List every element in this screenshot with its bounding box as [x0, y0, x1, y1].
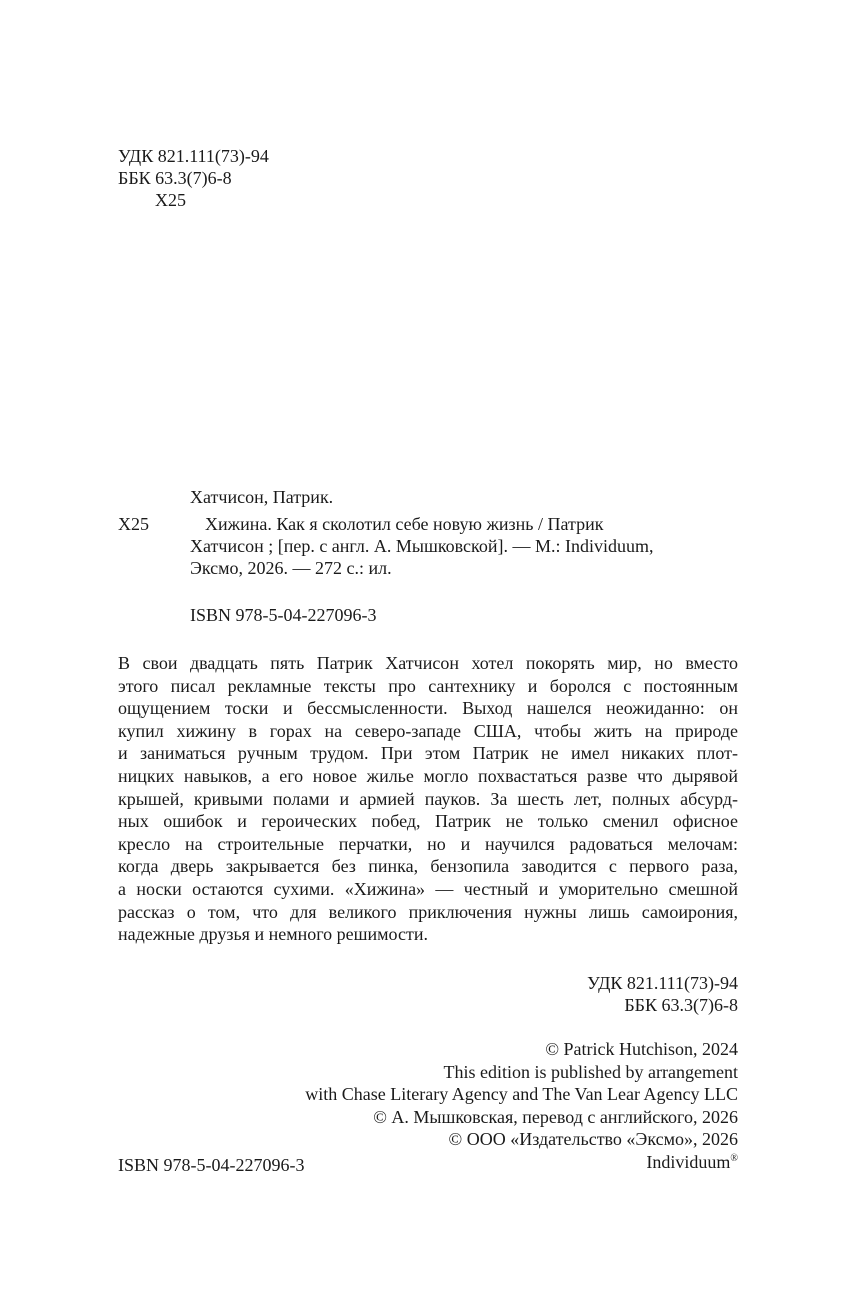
card-title-line: Хатчисон ; [пер. с англ. А. Мышковской]. — М.: Individuum,: [190, 536, 654, 556]
annotation-line: и заниматься ручным трудом. При этом Патрик не имел никаких плот-: [118, 743, 738, 764]
annotation-line: купил хижину в горах на северо-западе США, чтобы жить на природе: [118, 720, 738, 741]
copyright-line: © А. Мышковская, перевод с английского, 2026: [373, 1106, 738, 1127]
copyright-line: with Chase Literary Agency and The Van Lear Agency LLC: [305, 1084, 738, 1105]
annotation-line: ных ошибок и героических побед, Патрик не только сменил офисное: [118, 811, 738, 832]
bbk-code-bottom: ББК 63.3(7)6-8: [624, 995, 738, 1015]
author-mark-top: Х25: [155, 190, 186, 210]
card-isbn: ISBN 978-5-04-227096-3: [190, 605, 377, 625]
copyright-line: © Patrick Hutchison, 2024: [545, 1039, 738, 1059]
annotation-line: надежные друзья и немного решимости.: [118, 924, 428, 945]
annotation-line: когда дверь закрывается без пинка, бензопила заводится с первого раза,: [118, 856, 738, 877]
annotation-line: кресло на строительные перчатки, но и научился радоваться мелочам:: [118, 833, 738, 854]
annotation-line: ощущением тоски и бессмысленности. Выход нашелся неожиданно: он: [118, 698, 738, 719]
annotation-line: крышей, кривыми полами и армией пауков. За шесть лет, полных абсурд-: [118, 788, 738, 809]
copyright-line: This edition is published by arrangement: [443, 1061, 738, 1082]
card-author: Хатчисон, Патрик.: [190, 487, 334, 507]
isbn-bottom: ISBN 978-5-04-227096-3: [118, 1155, 305, 1175]
imprint-label: Individuum: [646, 1151, 731, 1172]
udk-code-top: УДК 821.111(73)-94: [118, 146, 269, 166]
copyright-line: © ООО «Издательство «Эксмо», 2026: [448, 1129, 738, 1150]
registered-mark: ®: [730, 1152, 738, 1164]
bbk-code-top: ББК 63.3(7)6-8: [118, 168, 232, 188]
udk-code-bottom: УДК 821.111(73)-94: [587, 973, 738, 993]
annotation-line: ницких навыков, а его новое жилье могло похвастаться разве что дырявой: [118, 765, 738, 786]
annotation-line: рассказ о том, что для великого приключения нужны лишь самоирония,: [118, 901, 738, 922]
annotation-line: а носки остаются сухими. «Хижина» — честный и уморительно смешной: [118, 878, 738, 899]
annotation-paragraph: [118, 652, 738, 946]
card-title-line: Эксмо, 2026. — 272 с.: ил.: [190, 558, 392, 578]
imprint-name: [305, 1151, 738, 1174]
annotation-line: В свои двадцать пять Патрик Хатчисон хотел покорять мир, но вместо: [118, 653, 738, 673]
annotation-line: этого писал рекламные тексты про сантехнику и боролся с постоянным: [118, 675, 738, 696]
card-author-mark: Х25: [118, 514, 149, 534]
card-title-line: Хижина. Как я сколотил себе новую жизнь / Патрик: [205, 514, 604, 534]
copyright-block: [305, 1038, 738, 1174]
